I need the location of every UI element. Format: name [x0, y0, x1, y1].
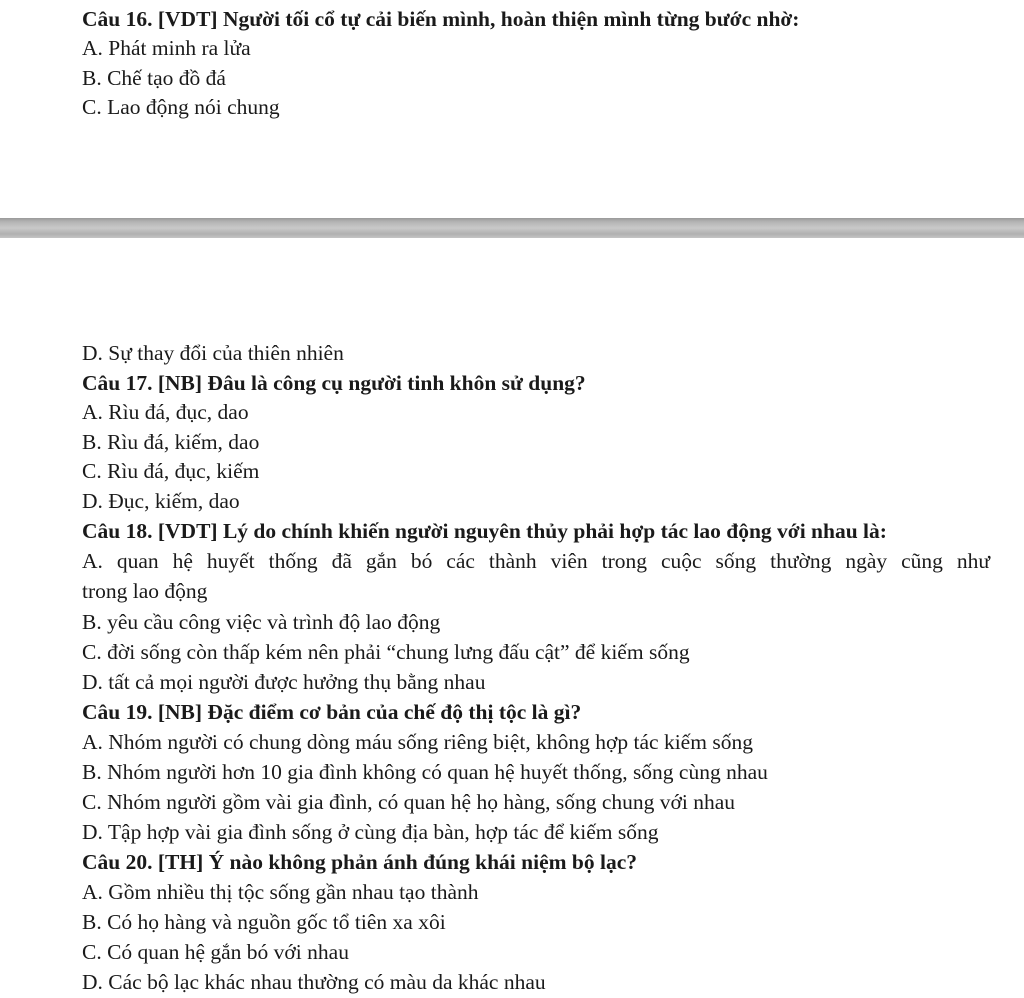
answer-option: C. Lao động nói chung: [82, 95, 280, 119]
question-heading: Câu 16. [VDT] Người tối cổ tự cải biến mình, hoàn thiện mình từng bước nhờ:: [82, 7, 800, 31]
question-heading: Câu 19. [NB] Đặc điểm cơ bản của chế độ thị tộc là gì?: [82, 700, 582, 724]
answer-option: D. Đục, kiếm, dao: [82, 489, 240, 513]
answer-option: D. Tập hợp vài gia đình sống ở cùng địa bàn, hợp tác để kiếm sống: [82, 820, 659, 844]
answer-option: trong lao động: [82, 579, 208, 603]
question-heading: Câu 18. [VDT] Lý do chính khiến người nguyên thủy phải hợp tác lao động với nhau là:: [82, 519, 887, 543]
answer-option: A. Phát minh ra lửa: [82, 36, 251, 60]
document-page-1: [0, 0, 1024, 218]
answer-option: A. Nhóm người có chung dòng máu sống riêng biệt, không hợp tác kiếm sống: [82, 730, 753, 754]
answer-option: B. Rìu đá, kiếm, dao: [82, 430, 260, 454]
answer-option: C. đời sống còn thấp kém nên phải “chung lưng đấu cật” để kiếm sống: [82, 640, 690, 664]
answer-option: C. Nhóm người gồm vài gia đình, có quan hệ họ hàng, sống chung với nhau: [82, 790, 736, 814]
answer-option: D. tất cả mọi người được hưởng thụ bằng nhau: [82, 670, 486, 694]
answer-option: B. Có họ hàng và nguồn gốc tổ tiên xa xôi: [82, 910, 446, 934]
answer-option: C. Rìu đá, đục, kiếm: [82, 459, 260, 483]
document-page-2: [0, 238, 1024, 998]
answer-option: B. Nhóm người hơn 10 gia đình không có quan hệ huyết thống, sống cùng nhau: [82, 760, 768, 784]
answer-option: A. Rìu đá, đục, dao: [82, 400, 249, 424]
answer-option: D. Sự thay đổi của thiên nhiên: [82, 341, 344, 365]
question-heading: Câu 17. [NB] Đâu là công cụ người tinh khôn sử dụng?: [82, 371, 586, 395]
answer-option: A. quan hệ huyết thống đã gắn bó các thành viên trong cuộc sống thường ngày cũng như: [82, 549, 990, 573]
answer-option: B. yêu cầu công việc và trình độ lao động: [82, 610, 441, 634]
answer-option: B. Chế tạo đồ đá: [82, 66, 226, 90]
answer-option: A. Gồm nhiều thị tộc sống gần nhau tạo thành: [82, 880, 479, 904]
answer-option: C. Có quan hệ gắn bó với nhau: [82, 940, 349, 964]
answer-option: D. Các bộ lạc khác nhau thường có màu da khác nhau: [82, 970, 546, 994]
question-heading: Câu 20. [TH] Ý nào không phản ánh đúng khái niệm bộ lạc?: [82, 850, 638, 874]
page-separator: [0, 218, 1024, 238]
